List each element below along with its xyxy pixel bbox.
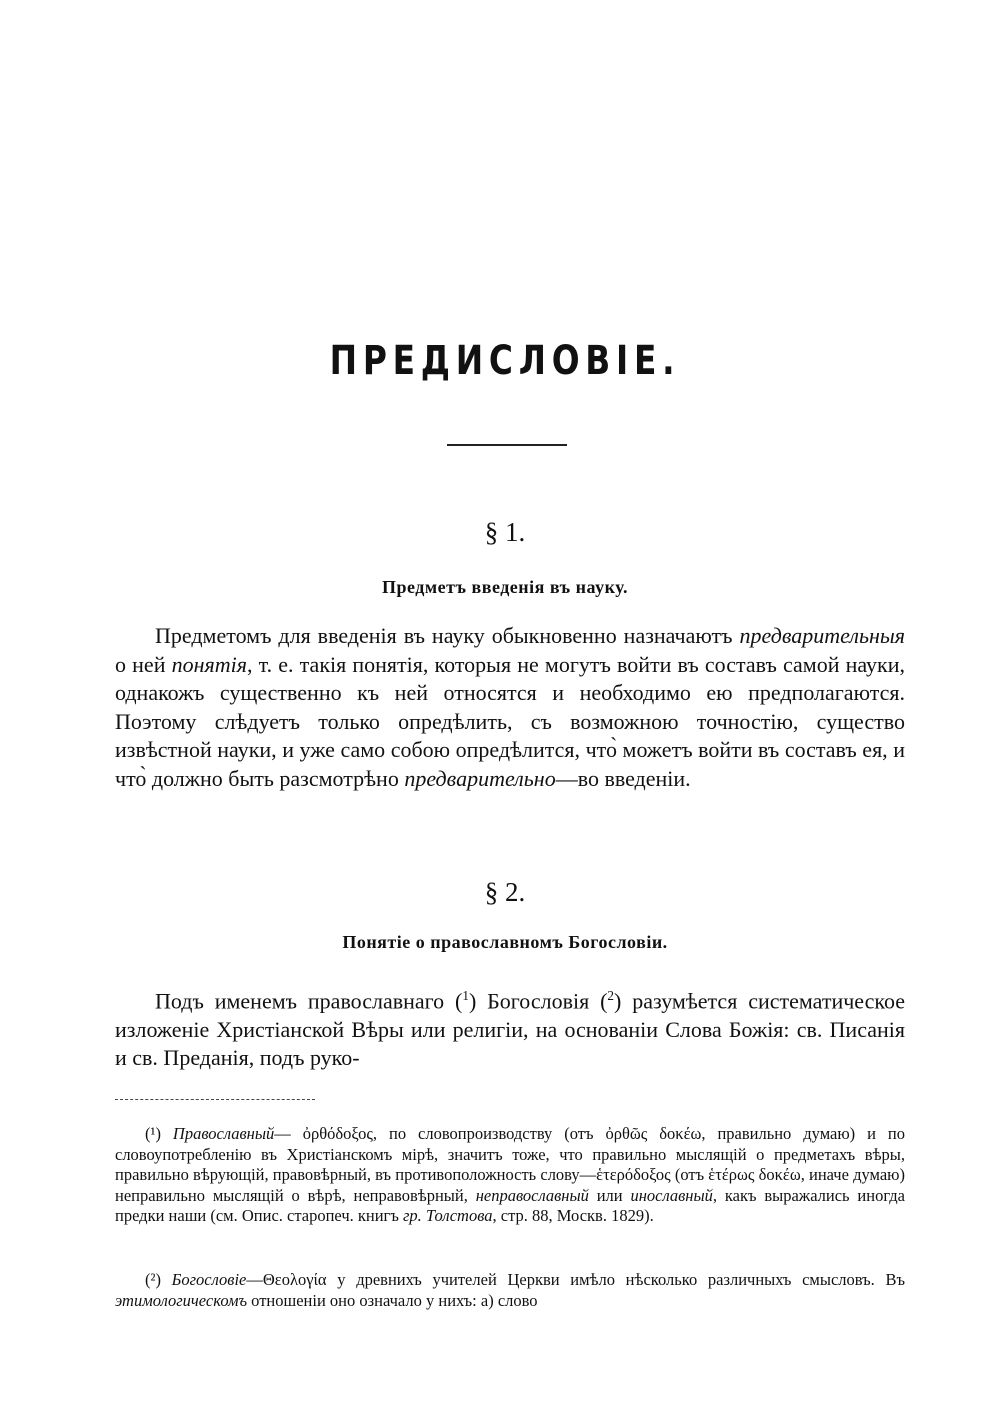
footnote-ref-1[interactable]: 1 xyxy=(462,988,469,1003)
section-2-paragraph: Подъ именемъ православнаго ($^1$) Богословія ($^2$) разумѣется систематическое изложеніе Христіанской Вѣры или религіи, на основаніи Слова Божія: св. Писанія и св. Преданія, подъ руко- xyxy=(115,988,905,1071)
footnote-mark: (¹) xyxy=(145,1124,173,1143)
footnote-mark: (²) xyxy=(145,1270,172,1289)
footnote-divider xyxy=(115,1099,315,1100)
section-1-paragraph: Предметомъ для введенія въ науку обыкновенно назначаютъ предварительныя о ней понятія, т. е. такія понятія, которыя не могутъ войти въ составъ самой науки, однакожъ существенно къ ней относятся и необходимо ею предполагаются. Поэтому слѣдуетъ только опредѣлить, съ возможною точностію, существо извѣстной науки, и уже само собою опредѣлится, что̀ можетъ войти въ составъ ея, и что̀ должно быть разсмотрѣно предварительно—во введеніи. xyxy=(115,623,906,791)
section-1-number: § 1. xyxy=(484,517,526,547)
section-1-heading: Предметъ введенія въ науку. xyxy=(382,577,628,597)
emphasis-term: предварительныя xyxy=(739,623,905,648)
footnote-1: (¹) Православный— ὀρθόδοξος, по словопроизводству (отъ ὀρθῶς δοκέω, правильно думаю) и по словоупотребленію въ Христіанскомъ мірѣ, значитъ тоже, что правильно мыслящій о предметахъ вѣры, правильно вѣрующій, правовѣрный, въ противоположность слову—ἑτερόδοξος (отъ ἑτέρως δοκέω, иначе думаю) неправильно мыслящій о вѣрѣ, неправовѣрный, неправославный или инославный, какъ выражались иногда предки наши (см. Опис. старопеч. книгъ гр. Толстова, стр. 88, Москв. 1829). xyxy=(115,1124,905,1225)
footnote-2: (²) Богословіе—Θεολογία у древнихъ учителей Церкви имѣло нѣсколько различныхъ смысловъ. Въ этимологическомъ отношеніи оно означало у нихъ: а) слово xyxy=(115,1270,906,1310)
footnote-ref-2[interactable]: 2 xyxy=(607,988,614,1003)
section-2-number: § 2. xyxy=(484,877,526,907)
section-2-heading: Понятіе о православномъ Богословіи. xyxy=(342,932,668,952)
page-title: ПРЕДИСЛОВІЕ. xyxy=(329,338,681,384)
emphasis-term: предварительно xyxy=(404,765,556,791)
emphasis-term: понятія xyxy=(171,651,247,677)
title-divider xyxy=(447,444,567,446)
